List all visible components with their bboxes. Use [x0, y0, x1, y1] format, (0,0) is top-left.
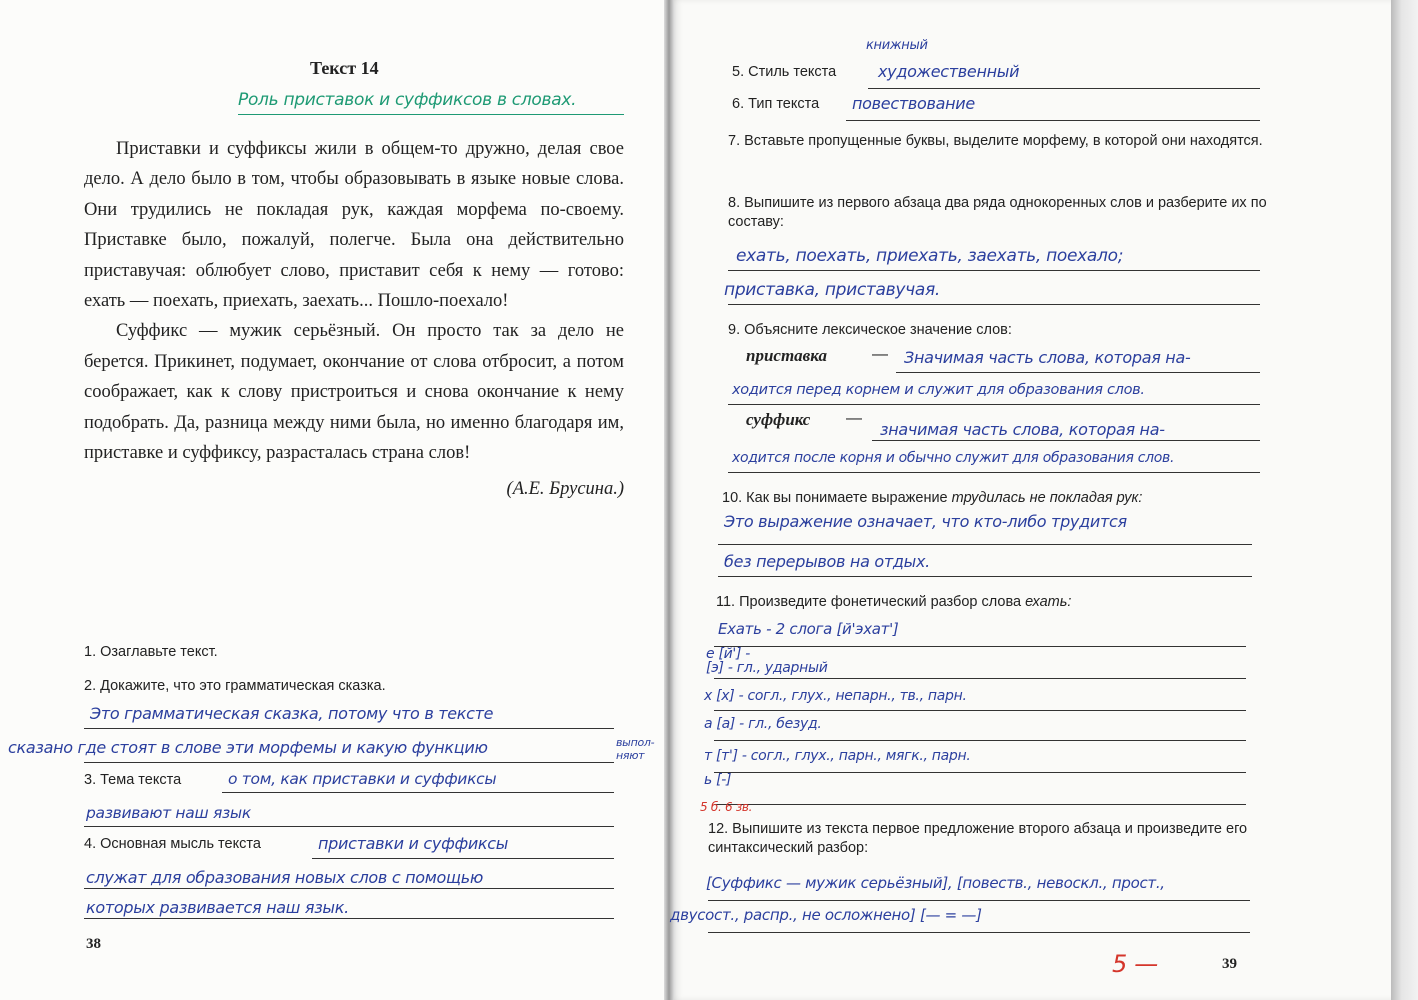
story-text	[84, 134, 624, 505]
question-8: 8. Выпишите из первого абзаца два ряда однокоренных слов и разберите их по составу:	[728, 195, 1267, 230]
answer-line	[84, 728, 614, 729]
page-number-left: 38	[86, 936, 101, 952]
answer-11-line-4: х [х] - согл., глух., непарн., тв., парн.	[704, 688, 967, 704]
term-suffix: суффикс	[746, 410, 811, 429]
book-spine	[664, 0, 674, 1000]
story-paragraph-2: Суффикс — мужик серьёзный. Он просто так за дело не берется. Прикинет, подумает, окончание от слова отбросит, а потом соображает, как к слову пристроиться и снова окончание к нему подобрать. Да, разница между ними была, но именно благодаря им, приставке и суффиксу, разрасталась страна слов!	[84, 321, 624, 464]
answer-12-line-1: [Суффикс — мужик серьёзный], [повеств., невоскл., прост.,	[706, 874, 1165, 892]
answer-4-line-1: приставки и суффиксы	[318, 834, 509, 853]
definition-prefix-line-1: Значимая часть слова, которая на-	[904, 348, 1191, 367]
term-dash: —	[846, 410, 862, 427]
answer-line	[868, 88, 1260, 89]
definition-suffix-line-2: ходится после корня и обычно служит для образования слов.	[732, 450, 1175, 466]
definition-prefix-line-2: ходится перед корнем и служит для образования слов.	[732, 382, 1145, 398]
question-1: 1. Озаглавьте текст.	[84, 644, 218, 660]
answer-line	[718, 544, 1252, 545]
answer-line	[872, 440, 1260, 441]
term-prefix: приставка	[746, 346, 827, 365]
question-10-expression: трудилась не покладая рук:	[951, 490, 1143, 506]
question-11-text: 11. Произведите фонетический разбор слова	[716, 594, 1022, 610]
answer-11-count: 5 б. 6 зв.	[700, 800, 753, 814]
story-author: (А.Е. Брусина.)	[506, 479, 624, 500]
answer-line	[714, 646, 1246, 647]
answer-5-above: книжный	[866, 38, 928, 53]
question-3: 3. Тема текста	[84, 772, 182, 788]
answer-line	[312, 858, 614, 859]
answer-11-line-6: т [т'] - согл., глух., парн., мягк., парн.	[704, 748, 971, 764]
answer-line	[714, 710, 1246, 711]
answer-5: художественный	[878, 62, 1020, 81]
answer-line	[728, 304, 1260, 305]
answer-line	[708, 932, 1250, 933]
answer-11-line-7: ь [-]	[704, 772, 732, 788]
question-11-word: ехать:	[1025, 594, 1072, 610]
answer-2-line-2: сказано где стоят в слове эти морфемы и какую функцию	[8, 738, 488, 757]
answer-line	[728, 270, 1260, 271]
question-12: 12. Выпишите из текста первое предложение второго абзаца и произведите его синтаксический разбор:	[708, 821, 1248, 856]
question-5: 5. Стиль текста	[732, 64, 837, 80]
question-10-text: 10. Как вы понимаете выражение	[722, 490, 948, 506]
handwritten-title-underline	[238, 114, 624, 115]
question-10	[722, 490, 1142, 506]
answer-10-line-2: без перерывов на отдых.	[724, 552, 930, 571]
answer-2-line-1: Это грамматическая сказка, потому что в тексте	[90, 704, 494, 723]
answer-4-line-3: которых развивается наш язык.	[86, 898, 349, 917]
question-4: 4. Основная мысль текста	[84, 836, 261, 852]
answer-6: повествование	[852, 94, 975, 113]
page-number-right: 39	[1222, 956, 1237, 972]
answer-11-line-5: а [а] - гл., безуд.	[704, 716, 822, 732]
term-dash: —	[872, 346, 888, 363]
answer-line	[718, 576, 1252, 577]
answer-line	[84, 918, 614, 919]
answer-11-line-1: Ехать - 2 слога [й'эхат']	[718, 620, 899, 638]
answer-2-margin-note: выпол-няют	[616, 736, 655, 762]
question-6: 6. Тип текста	[732, 96, 820, 112]
answer-12-line-2: двусост., распр., не осложнено] [— = —]	[670, 906, 982, 924]
answer-3-line-2: развивают наш язык	[86, 804, 251, 822]
story-paragraph-1: Приставки и суффиксы жили в общем-то дружно, делая свое дело. А дело было в том, чтобы образовывать в языке новые слова. Они трудились не покладая рук, каждая морфема по-своему. Приставке было, пожалуй, полегче. Была она действительно приставучая: облюбует слово, приставит себя к нему — готово: ехать — поехать, приехать, заехать... Пошло-поехало!	[84, 139, 624, 312]
answer-8-line-2: приставка, приставучая.	[724, 280, 941, 300]
question-7: 7. Вставьте пропущенные буквы, выделите морфему, в которой они находятся.	[728, 133, 1263, 149]
page-edges	[1391, 0, 1418, 1000]
answer-line	[728, 472, 1260, 473]
question-11	[716, 594, 1071, 610]
answer-line	[714, 804, 1246, 805]
answer-3-line-1: о том, как приставки и суффиксы	[228, 770, 497, 788]
answer-line	[222, 792, 614, 793]
answer-line	[896, 372, 1260, 373]
definition-suffix-line-1: значимая часть слова, которая на-	[880, 420, 1165, 439]
question-9: 9. Объясните лексическое значение слов:	[728, 322, 1012, 338]
text-title: Текст 14	[310, 58, 379, 78]
question-2: 2. Докажите, что это грамматическая сказка.	[84, 678, 386, 694]
answer-line	[84, 762, 614, 763]
answer-line	[84, 826, 614, 827]
answer-10-line-1: Это выражение означает, что кто-либо трудится	[724, 512, 1127, 531]
answer-11-line-3: [э] - гл., ударный	[706, 660, 828, 676]
handwritten-title: Роль приставок и суффиксов в словах.	[238, 90, 577, 110]
answer-line	[708, 900, 1250, 901]
answer-8-line-1: ехать, поехать, приехать, заехать, поехало;	[736, 246, 1124, 266]
answer-4-line-2: служат для образования новых слов с помощью	[86, 868, 484, 887]
answer-11-line-2: е [й'] -	[706, 646, 751, 662]
answer-line	[714, 772, 1246, 773]
answer-line	[728, 404, 1260, 405]
grade-mark: 5 —	[1112, 950, 1158, 978]
answer-line	[846, 120, 1260, 121]
answer-line	[714, 678, 1246, 679]
answer-line	[714, 740, 1246, 741]
answer-line	[84, 888, 614, 889]
